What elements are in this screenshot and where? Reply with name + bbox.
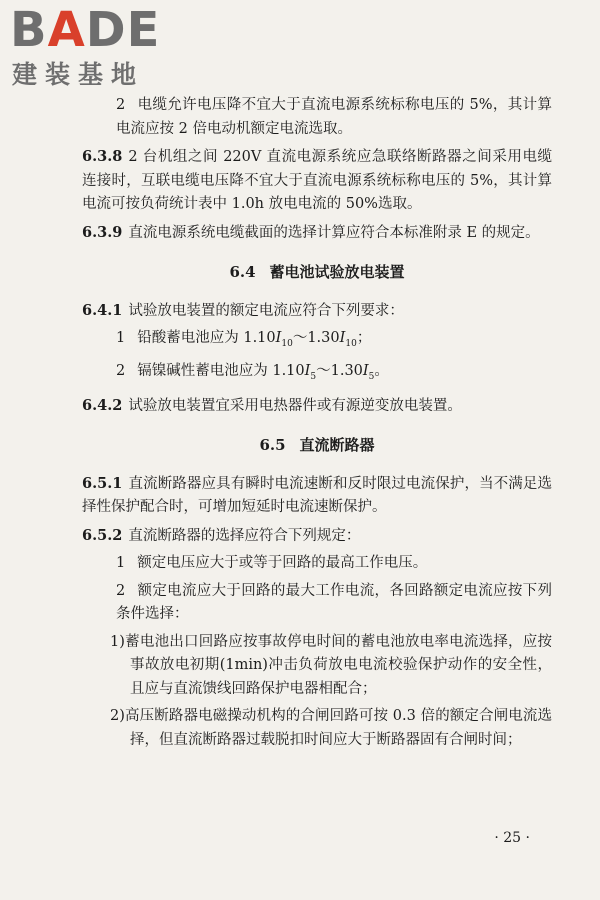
section-number: 6.4 — [229, 263, 256, 281]
document-body — [82, 94, 552, 756]
clause-item — [82, 94, 552, 141]
item-text: 额定电压应大于或等于回路的最高工作电压。 — [137, 555, 428, 572]
clause-text: 试验放电装置宜采用电热器件或有源逆变放电装置。 — [128, 397, 462, 414]
clause-item — [82, 552, 552, 576]
clause-6-3-9 — [82, 221, 552, 246]
item-number: 1 — [116, 555, 126, 572]
clause-6-5-1 — [82, 472, 552, 520]
clause-subitem — [82, 631, 552, 702]
formula-subscript: 5 — [368, 372, 375, 383]
clause-number: 6.5.2 — [82, 526, 123, 544]
subitem-text: 蓄电池出口回路应按事故停电时间的蓄电池放电率电流选择，应按事故放电初期(1min)冲击负荷放电电流校验保护动作的安全性，且应与直流馈线回路保护电器相配合； — [124, 633, 552, 697]
section-heading-6-4 — [82, 261, 552, 285]
clause-6-4-1 — [82, 299, 552, 324]
clause-text: 试验放电装置的额定电流应符合下列要求： — [128, 302, 404, 319]
page-number: · 25 · — [494, 830, 530, 846]
clause-item — [82, 580, 552, 627]
subitem-number: 2) — [110, 708, 125, 725]
formula-text: 。 — [374, 363, 389, 380]
formula-symbol: I — [339, 330, 346, 346]
item-number: 1 — [116, 330, 126, 346]
clause-item — [82, 360, 552, 389]
section-title: 直流断路器 — [299, 436, 375, 455]
formula-symbol: I — [362, 363, 369, 380]
logo-subtitle: 建装基地 — [12, 60, 145, 89]
clause-number: 6.4.2 — [82, 396, 123, 414]
clause-text: 直流电源系统电缆截面的选择计算应符合本标准附录 E 的规定。 — [128, 224, 540, 241]
formula-subscript: 10 — [281, 338, 293, 349]
clause-number: 6.4.1 — [82, 301, 123, 319]
item-number: 2 — [116, 582, 126, 599]
item-text: 额定电流应大于回路的最大工作电流，各回路额定电流应按下列条件选择： — [116, 582, 552, 623]
subitem-number: 1) — [110, 633, 125, 650]
section-number: 6.5 — [259, 436, 286, 455]
formula-text: ； — [356, 330, 372, 346]
formula-subscript: 10 — [345, 338, 357, 349]
formula-symbol: I — [275, 330, 282, 346]
clause-item — [82, 327, 552, 356]
formula-subscript: 5 — [310, 372, 317, 383]
section-heading-6-5 — [82, 434, 552, 458]
formula-text: ～1.30 — [292, 330, 340, 346]
brand-logo — [10, 4, 180, 94]
subitem-text: 高压断路器电磁操动机构的合闸回路可按 0.3 倍的额定合闸电流选择，但直流断路器过载脱扣时间应大于断路器固有合闸时间； — [124, 708, 552, 748]
clause-6-5-2 — [82, 524, 552, 549]
clause-number: 6.5.1 — [82, 474, 123, 492]
logo-wordmark: BADE — [10, 2, 161, 58]
formula-text: ～1.30 — [316, 363, 363, 380]
formula-text: 镉镍碱性蓄电池应为 1.10 — [137, 363, 305, 380]
clause-subitem — [82, 705, 552, 752]
clause-text: 直流断路器应具有瞬时电流速断和反时限过电流保护，当不满足选择性保护配合时，可增加短延时电流速断保护。 — [82, 475, 552, 516]
item-text: 电缆允许电压降不宜大于直流电源系统标称电压的 5%，其计算电流应按 2 倍电动机额定电流选取。 — [116, 97, 552, 137]
item-number: 2 — [116, 363, 126, 380]
section-title: 蓄电池试验放电装置 — [269, 263, 405, 281]
clause-number: 6.3.8 — [82, 148, 123, 165]
clause-text: 直流断路器的选择应符合下列规定： — [128, 527, 361, 544]
clause-6-3-8 — [82, 145, 552, 217]
clause-6-4-2 — [82, 394, 552, 419]
formula-text: 铅酸蓄电池应为 1.10 — [137, 330, 276, 346]
formula-symbol: I — [304, 363, 311, 380]
clause-text: 2 台机组之间 220V 直流电源系统应急联络断路器之间采用电缆连接时，互联电缆电压降不宜大于直流电源系统标称电压的 5%，其计算电流可按负荷统计表中 1.0h 放电电流的 50%选取。 — [82, 149, 552, 212]
item-number: 2 — [116, 97, 126, 113]
clause-number: 6.3.9 — [82, 223, 123, 241]
